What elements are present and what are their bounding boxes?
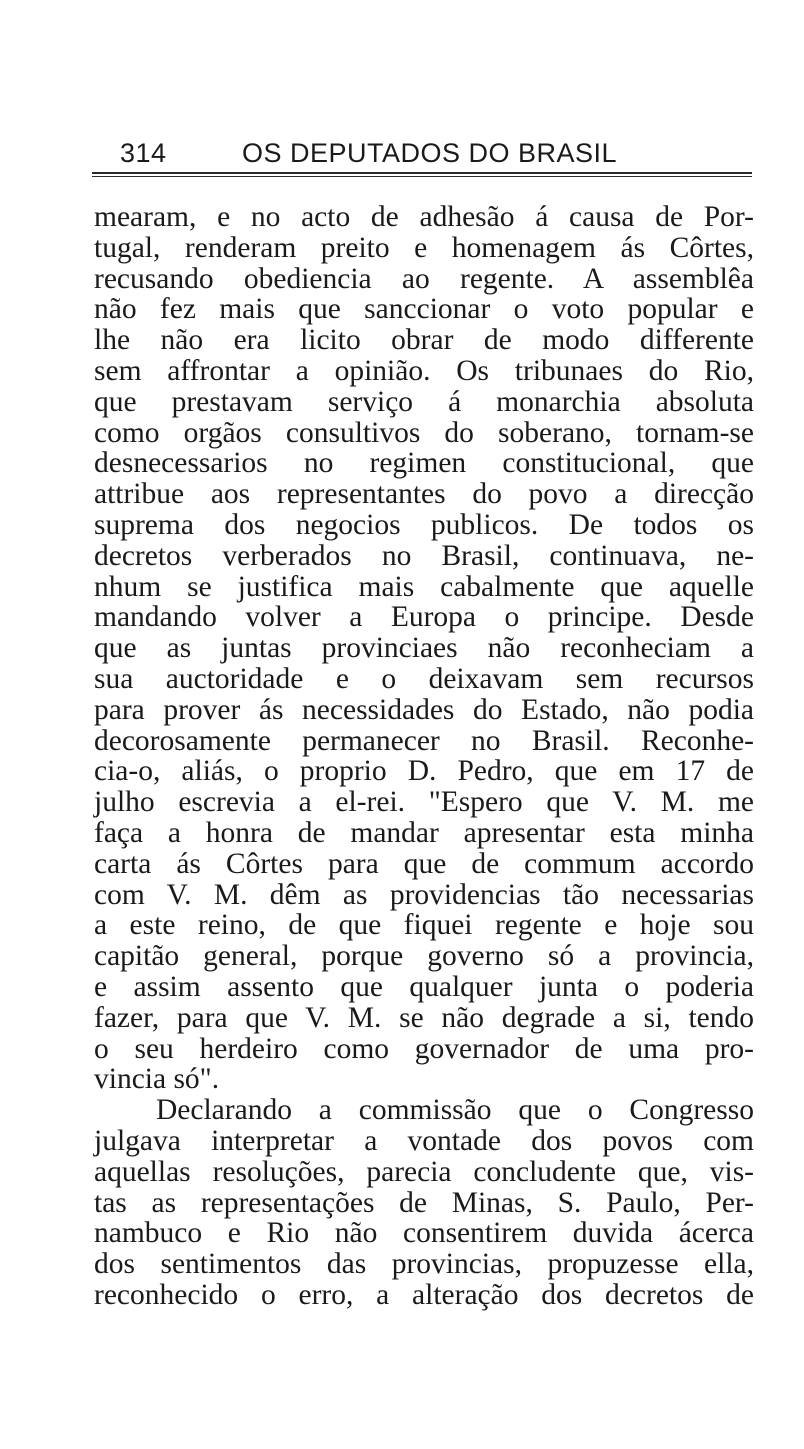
header-rule-top [92, 172, 752, 174]
text-line: suprema dos negocios publicos. De todos os [94, 508, 754, 541]
text-line: com V. M. dêm as providencias tão necessarias [94, 878, 754, 911]
running-title: OS DEPUTADOS DO BRASIL [242, 138, 618, 168]
text-line: desnecessarios no regimen constitucional, que [94, 447, 754, 480]
text-line: tas as representações de Minas, S. Paulo, Per- [94, 1186, 754, 1219]
header-rule-bottom [92, 176, 752, 177]
text-line: attribue aos representantes do povo a direcção [94, 478, 754, 511]
text-line: aquellas resoluções, parecia concludente que, vis- [94, 1155, 754, 1188]
text-line: lhe não era licito obrar de modo differente [94, 324, 754, 357]
text-line: sem affrontar a opinião. Os tribunaes do Rio, [94, 354, 754, 387]
text-line: que as juntas provinciaes não reconheciam a [94, 632, 754, 665]
text-line: fazer, para que V. M. se não degrade a si, tendo [94, 1001, 754, 1034]
text-line: julgava interpretar a vontade dos povos com [94, 1124, 754, 1157]
text-line: mearam, e no acto de adhesão á causa de Por- [94, 201, 754, 233]
text-line: e assim assento que qualquer junta o poderia [94, 970, 754, 1003]
text-line: que prestavam serviço á monarchia absoluta [94, 385, 754, 418]
text-line: capitão general, porque governo só a provincia, [94, 940, 754, 973]
page-header [120, 135, 750, 171]
body-text [94, 202, 754, 1311]
text-line: como orgãos consultivos do soberano, tornam-se [94, 416, 754, 449]
text-line: dos sentimentos das provincias, propuzesse ella, [94, 1248, 754, 1281]
text-line: faça a honra de mandar apresentar esta minha [94, 816, 754, 849]
text-line: sua auctoridade e o deixavam sem recursos [94, 662, 754, 695]
text-line: a este reino, de que fiquei regente e hoje sou [94, 909, 754, 942]
text-line: reconhecido o erro, a alteração dos decretos de [94, 1278, 754, 1311]
text-line: nhum se justifica mais cabalmente que aquelle [94, 570, 754, 603]
text-line: não fez mais que sanccionar o voto popular e [94, 293, 754, 326]
text-line: julho escrevia a el-rei. "Espero que V. M. me [94, 786, 754, 819]
page-number: 314 [120, 138, 167, 168]
text-line: vincia só". [94, 1063, 220, 1096]
text-line: carta ás Côrtes para que de commum accordo [94, 847, 754, 880]
text-line: tugal, renderam preito e homenagem ás Côrtes, [94, 231, 754, 264]
paragraph-start-line: Declarando a commissão que o Congresso [156, 1094, 754, 1127]
text-line: decretos verberados no Brasil, continuava, ne- [94, 539, 754, 572]
text-line: decorosamente permanecer no Brasil. Reconhe- [94, 724, 754, 757]
text-line: mandando volver a Europa o principe. Desde [94, 601, 754, 634]
text-line: nambuco e Rio não consentirem duvida ácerca [94, 1217, 754, 1250]
text-line: cia-o, aliás, o proprio D. Pedro, que em 17 de [94, 755, 754, 788]
text-line: o seu herdeiro como governador de uma pro- [94, 1032, 754, 1065]
text-line: recusando obediencia ao regente. A assemblêa [94, 262, 754, 295]
text-line: para prover ás necessidades do Estado, não podia [94, 693, 754, 726]
